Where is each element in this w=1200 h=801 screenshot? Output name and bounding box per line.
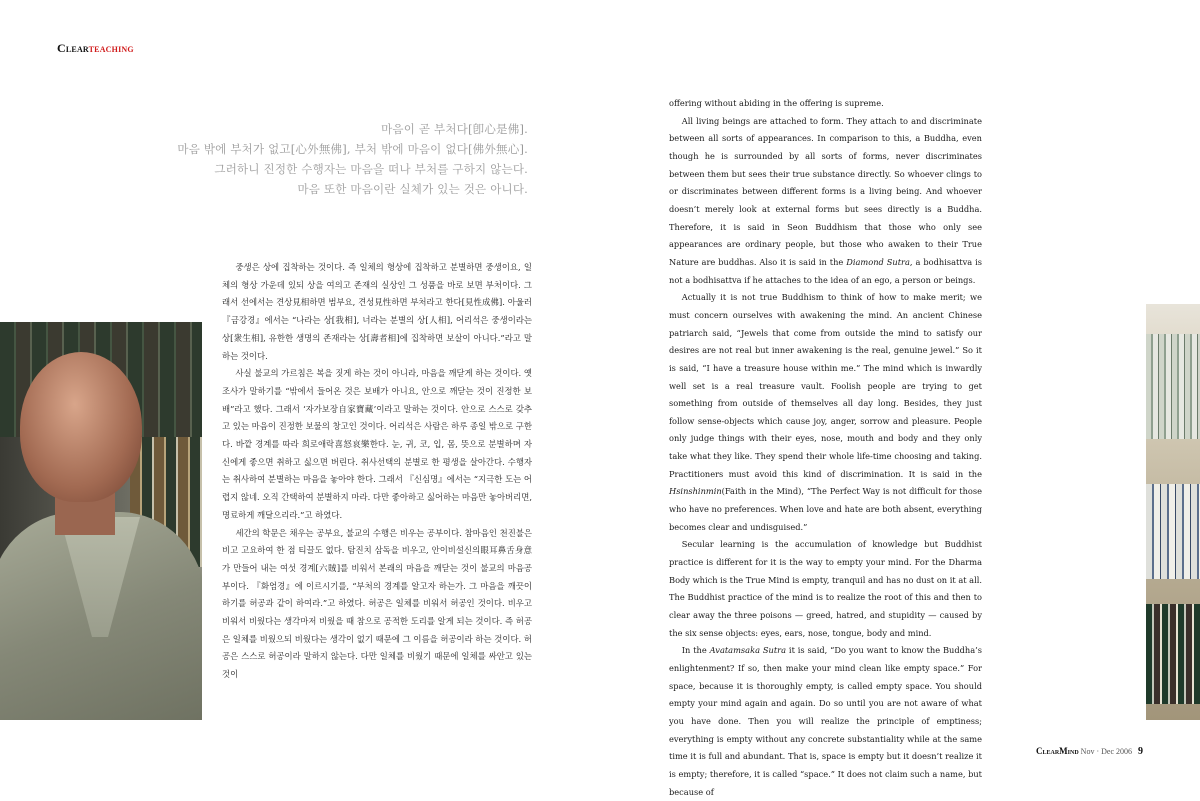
english-paragraph	[669, 642, 982, 801]
english-paragraph: offering without abiding in the offering is supreme.	[669, 98, 884, 108]
title-hsinshinmin: Hsinshinmin	[669, 486, 722, 497]
pull-quote-line: 마음 또한 마음이란 실체가 있는 것은 아니다.	[297, 182, 528, 196]
pull-quote-line: 마음 밖에 부처가 없고[心外無佛], 부처 밖에 마음이 없다[佛外無心].	[177, 142, 528, 156]
section-header	[57, 41, 134, 56]
bookshelf-row	[1146, 484, 1200, 579]
header-brand-teaching: teaching	[88, 41, 134, 55]
footer-brand: ClearMind	[1036, 746, 1079, 756]
monk-photo	[0, 322, 202, 720]
text-run: it is said, “Do you want to know the Buddha’s enlightenment? If so, then make your mind clean like empty space.” For space, because it is thoroughly empty, is called empty space. You should empty your mind again and again. Do so until you are not aware of what you have done. Then you will realize the principle of emptiness; everything is empty without any concrete substantiality while at the same time it is full and abundant. That is, space is empty but it doesn’t realize it is empty; therefore, it is called “space.” It does not claim such a name, but because of	[669, 645, 982, 797]
title-diamond-sutra: Diamond Sutra	[846, 256, 910, 267]
english-paragraph	[669, 113, 982, 290]
korean-pull-quote	[148, 119, 528, 199]
korean-paragraph: 사실 불교의 가르침은 복을 짓게 하는 것이 아니라, 마음을 깨닫게 하는 것이다. 옛 조사가 말하기를 “밖에서 들어온 것은 보배가 아니요, 안으로 깨닫는 것이 진정한 보배”라고 했다. 그래서 ‘자가보장自家寶藏’이라고 말하는 것이다. 안으로 스스로 갖추고 있는 마음이 진정한 보물의 창고인 것이다. 어리석은 사람은 하루 종일 밖으로 구한다. 바깥 경계를 따라 희로애락喜怒哀樂한다. 눈, 귀, 코, 입, 몸, 뜻으로 분별하며 자신에게 좋으면 취하고 싫으면 버린다. 취사선택의 분별로 한 평생을 살아간다. 수행자는 취사하여 분별하는 마음을 놓아야 한다. 그래서 『신심명』에서는 “지극한 도는 어렵지 않네. 오직 간택하여 분별하지 마라. 다만 좋아하고 싫어하는 마음만 놓아버리면, 명료하게 깨달으리라.”고 하였다.	[222, 368, 532, 520]
bookshelf-row	[1146, 334, 1200, 439]
english-body-text	[669, 95, 982, 801]
text-run: , a bodhisattva is not a bodhisattva if he attaches to the idea of an ego, a person or beings.	[669, 256, 983, 285]
text-run: (Faith in the Mind), “The Perfect Way is not difficult for those who have no preferences. When love and hate are both absent, everything becomes clear and undisguised.”	[669, 486, 982, 532]
pull-quote-line: 마음이 곧 부처다[卽心是佛].	[381, 122, 528, 136]
korean-paragraph: 세간의 학문은 채우는 공부요, 불교의 수행은 비우는 공부이다. 참마음인 천진불은 비고 고요하여 한 점 티끌도 없다. 탐진치 삼독을 비우고, 안이비설신의眼耳鼻舌身意가 만들어 내는 여섯 경계[六賊]를 비워서 본래의 마음을 깨닫는 것이 불교의 마음공부이다. 『화엄경』에 이르시기를, “부처의 경계를 알고자 하는가. 그 마음을 깨끗이 하기를 허공과 같이 하여라.”고 하였다. 허공은 일체를 비워서 허공인 것이다. 비우고 비워서 비웠다는 생각마저 비웠을 때 참으로 공적한 도리를 알게 되는 것이다. 즉 허공은 일체를 비웠으되 비웠다는 생각이 없기 때문에 그 이름을 허공이라 하는 것이다. 허공은 스스로 허공이라 말하지 않는다. 다만 일체를 비웠기 때문에 일체를 싸안고 있는 것이	[222, 527, 532, 680]
text-run: In the	[681, 645, 710, 656]
text-run: Actually it is not true Buddhism to think of how to make merit; we must concern ourselves with awakening the mind. An ancient Chinese patriarch said, “Jewels that come from outside the mind to satisfy our desires are not real but inner awakening is the real, genuine jewel.” So it is said, “I have a treasure house within me.” The mind which is inwardly well set is a real treasure vault. Foolish people are trying to get something from outside of themselves all day long. Besides, they just follow sense-objects which cause joy, anger, sorrow and pleasure. People only judge things with their eyes, nose, mouth and body and they only take what they like. They spend their whole life-time choosing and taking. Practitioners must avoid this kind of discrimination. It is said in the	[669, 292, 982, 479]
english-paragraph	[669, 289, 982, 536]
text-run: All living beings are attached to form. They attach to and discriminate between all sorts of appearances. In comparison to this, a Buddha, even though he is surrounded by all sorts of forms, never discriminates between them but sees their true substance directly. So whoever clings to or discriminates between different forms is a living being. And whoever doesn’t merely look at external forms but sees directly is a Buddha. Therefore, it is said in Seon Buddhism that those who only see appearances are ordinary people, but those who awaken to their True Nature are buddhas. Also it is said in the	[669, 115, 982, 267]
bookshelf-row	[1146, 604, 1200, 704]
photo-head	[20, 352, 142, 502]
korean-paragraph: 중생은 상에 집착하는 것이다. 즉 일체의 형상에 집착하고 분별하면 중생이요, 일체의 형상 가운데 있되 상을 여의고 존재의 실상인 그 성품을 바로 보면 부처이다. 그래서 선에서는 견상見相하면 범부요, 견성見性하면 부처라고 한다[見性成佛]. 아울러 『금강경』에서는 “나라는 상[我相], 너라는 분별의 상[人相], 어리석은 중생이라는 상[衆生相], 유한한 생명의 존재라는 상[壽者相]에 집착하면 보살이 아니다.”라고 말하는 것이다.	[222, 262, 532, 361]
bookshelf-photo	[1146, 304, 1200, 720]
title-avatamsaka-sutra: Avatamsaka Sutra	[709, 645, 787, 656]
page-footer	[1036, 746, 1143, 757]
page-number: 9	[1138, 746, 1143, 757]
pull-quote-line: 그러하니 진정한 수행자는 마음을 떠나 부처를 구하지 않는다.	[214, 162, 528, 176]
header-brand-clear: Clear	[57, 41, 89, 55]
korean-body-text	[222, 259, 532, 684]
english-paragraph: Secular learning is the accumulation of knowledge but Buddhist practice is different for it is the way to empty your mind. For the Dharma Body which is the True Mind is empty, tranquil and has no dust on it at all. The Buddhist practice of the mind is to realize the root of this and then to clear away the three poisons — greed, hatred, and stupidity — caused by the six sense objects: eyes, ears, nose, tongue, body and mind.	[669, 539, 982, 638]
footer-issue: Nov · Dec 2006	[1080, 747, 1132, 756]
